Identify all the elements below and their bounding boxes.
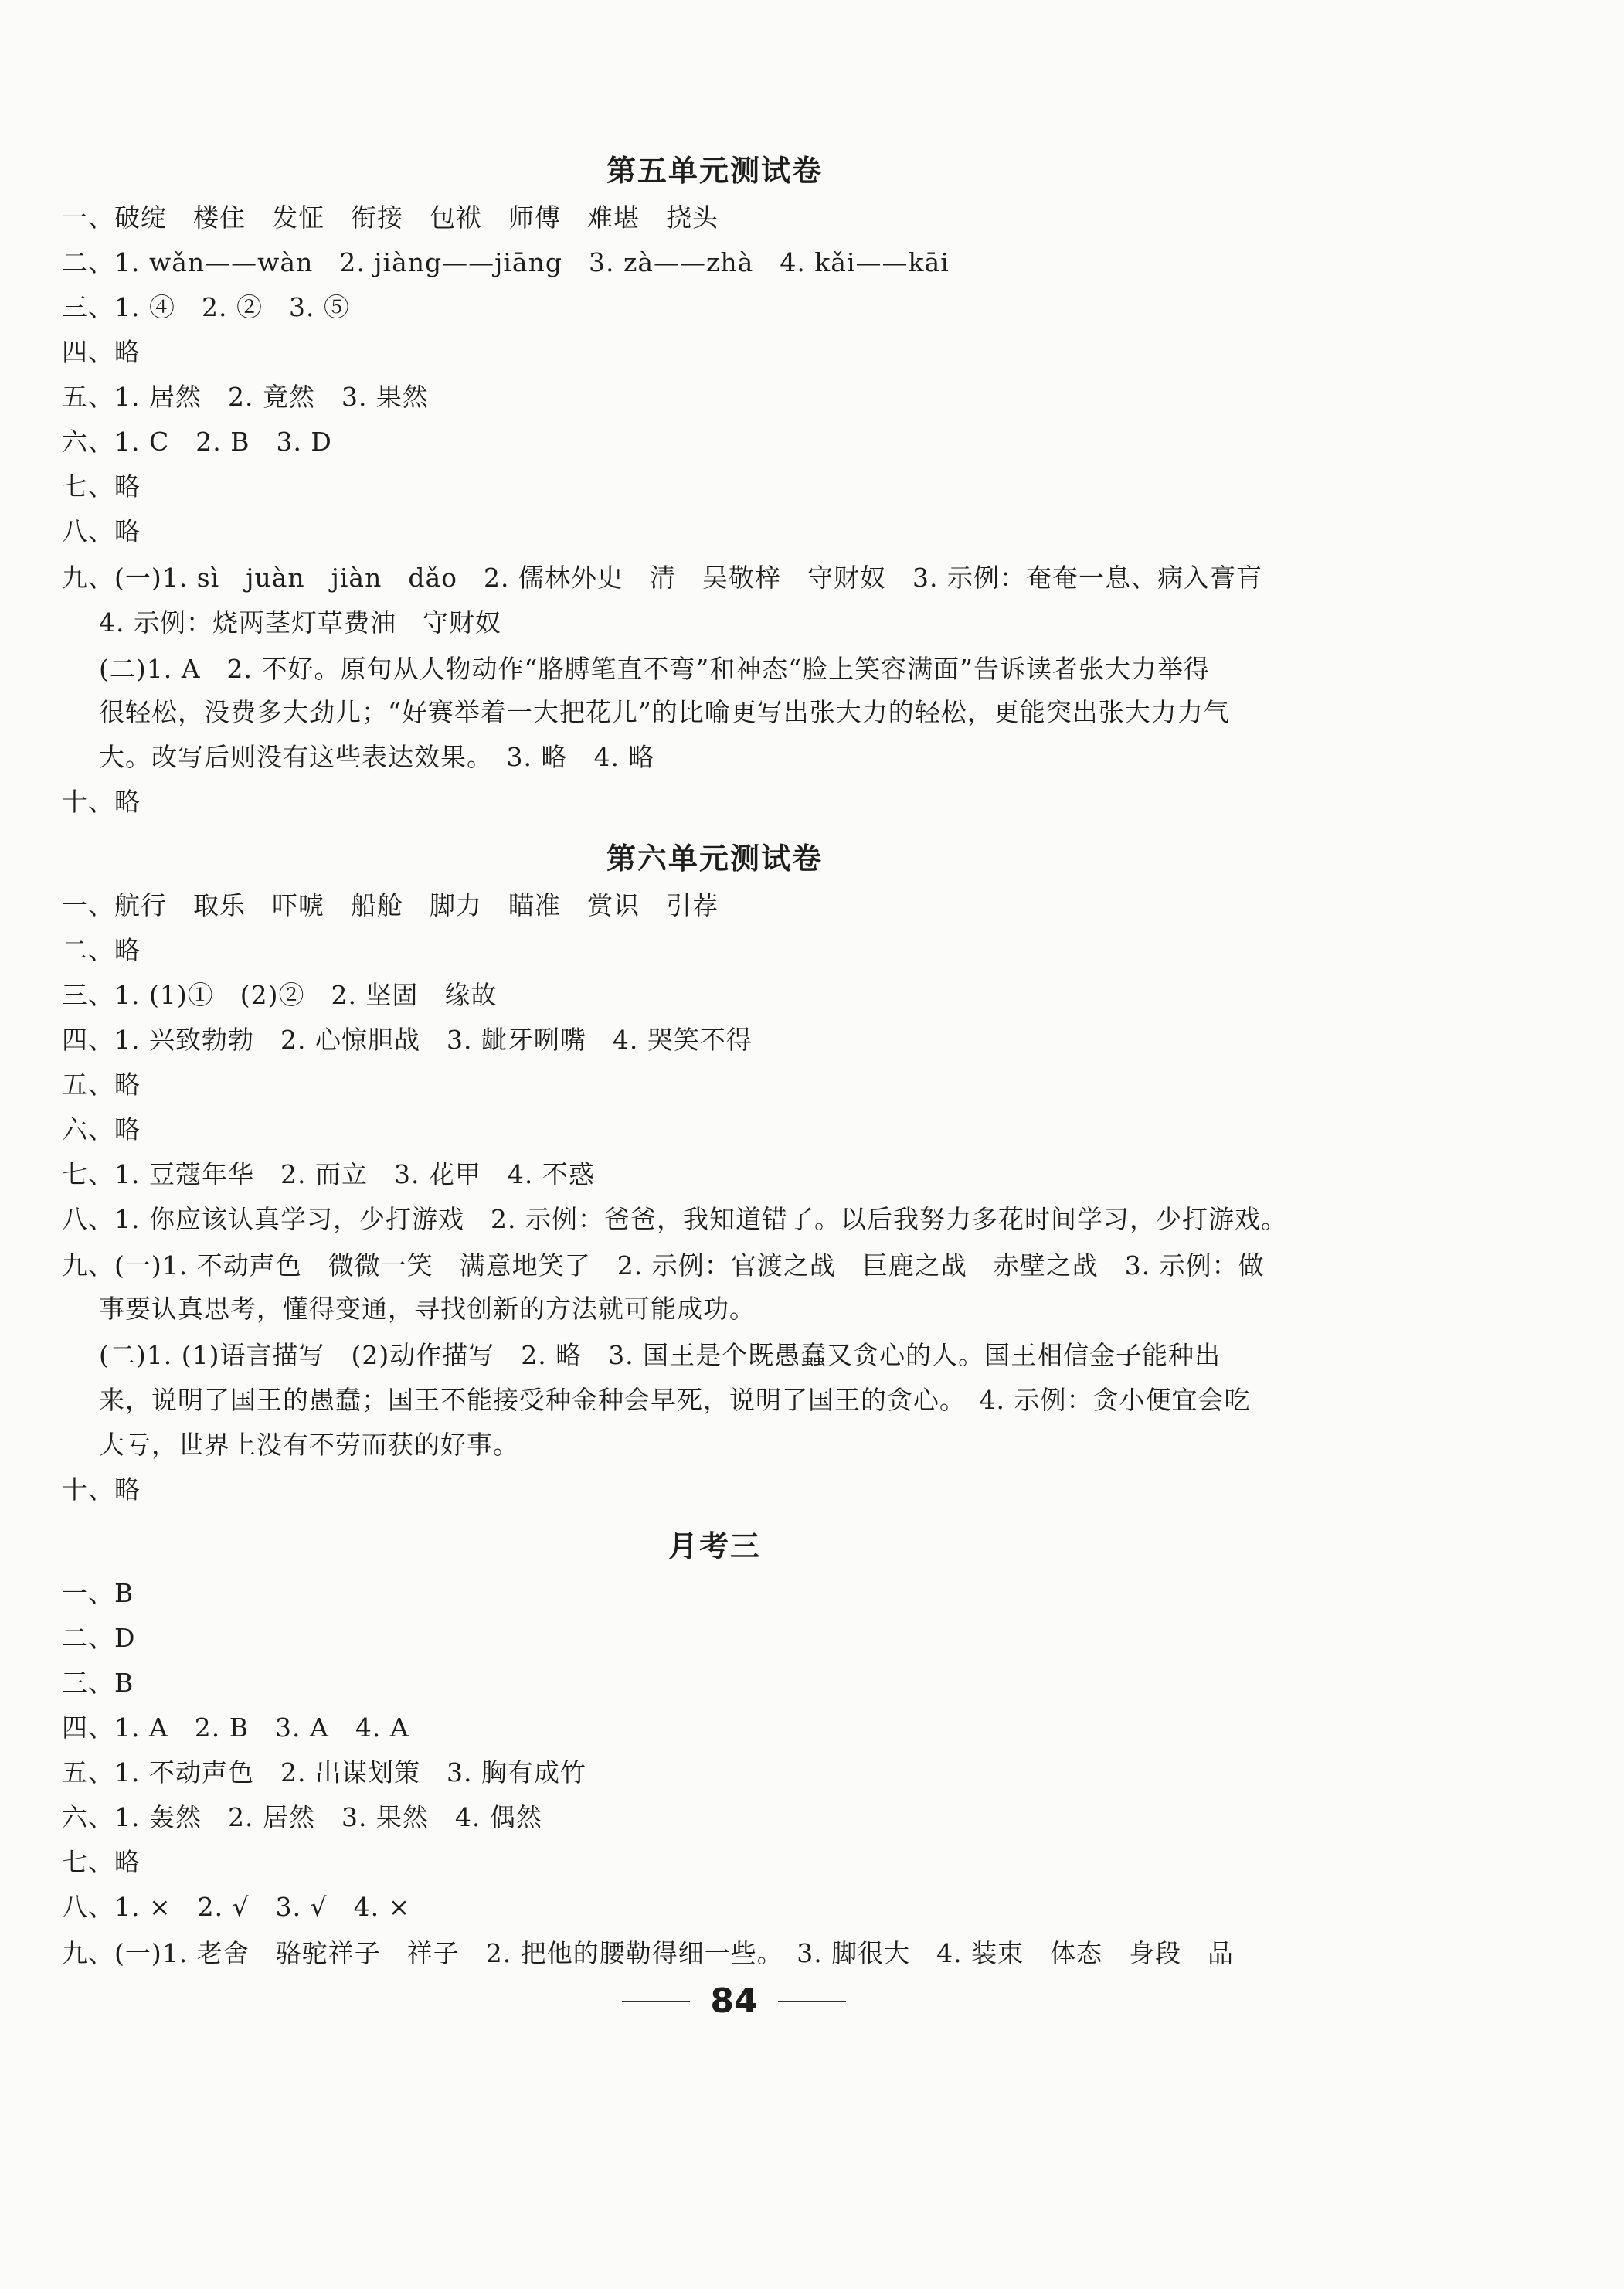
answer-line: 4. 示例：烧两茎灯草费油 守财奴 [99,607,501,638]
answer-line: 六、1. C 2. B 3. D [62,427,332,457]
answer-line: 九、(一)1. 不动声色 微微一笑 满意地笑了 2. 示例：官渡之战 巨鹿之战 赤壁之战 3. 示例：做 [62,1250,1265,1281]
answer-line: 四、1. A 2. B 3. A 4. A [62,1712,409,1743]
answer-line: 八、1. 你应该认真学习，少打游戏 2. 示例：爸爸，我知道错了。以后我努力多花时间学习，少打游戏。 [62,1204,1287,1234]
answer-line: 五、1. 不动声色 2. 出谋划策 3. 胸有成竹 [62,1757,586,1787]
answer-line: 八、略 [62,516,141,546]
page-number: 84 [710,1981,758,2021]
answer-line: 二、略 [62,935,141,965]
answer-line: 九、(一)1. sì juàn jiàn dǎo 2. 儒林外史 清 吴敬梓 守财奴 3. 示例：奄奄一息、病入膏肓 [62,563,1262,593]
answer-line: 来，说明了国王的愚蠢；国王不能接受种金种会早死，说明了国王的贪心。 4. 示例：贪小便宜会吃 [99,1385,1251,1415]
answer-line: 一、破绽 楼住 发怔 衔接 包袱 师傅 难堪 挠头 [62,202,719,233]
section-title-unit6: 第六单元测试卷 [606,842,823,876]
answer-line: 六、1. 轰然 2. 居然 3. 果然 4. 偶然 [62,1802,542,1832]
answer-line: 事要认真思考，懂得变通，寻找创新的方法就可能成功。 [99,1294,756,1324]
answer-line: 十、略 [62,787,141,817]
section-title-unit5: 第五单元测试卷 [606,154,823,188]
answer-line: 四、1. 兴致勃勃 2. 心惊胆战 3. 龇牙咧嘴 4. 哭笑不得 [62,1025,753,1055]
answer-line: 九、(一)1. 老舍 骆驼祥子 祥子 2. 把他的腰勒得细一些。 3. 脚很大 4. 装束 体态 身段 品 [62,1938,1235,1968]
answer-line: 五、1. 居然 2. 竟然 3. 果然 [62,382,429,412]
answer-line: (二)1. A 2. 不好。原句从人物动作“胳膊笔直不弯”和神态“脸上笑容满面”告诉读者张大力举得 [99,654,1211,684]
answer-line: 三、B [62,1668,134,1698]
answer-line: 三、1. (1)① (2)② 2. 坚固 缘故 [62,980,498,1010]
answer-line: 五、略 [62,1070,141,1100]
section-title-monthly3: 月考三 [668,1529,761,1563]
answer-line: 一、航行 取乐 吓唬 船舱 脚力 瞄准 赏识 引荐 [62,890,719,920]
answer-line: 十、略 [62,1474,141,1505]
answer-line: 二、1. wǎn——wàn 2. jiàng——jiāng 3. zà——zhà 4. kǎi——kāi [62,247,950,277]
answer-line: 七、略 [62,471,141,502]
answer-line: 八、1. × 2. √ 3. √ 4. × [62,1892,411,1922]
answer-line: 三、1. ④ 2. ② 3. ⑤ [62,292,350,322]
answer-line: 很轻松，没费多大劲儿；“好赛举着一大把花儿”的比喻更写出张大力的轻松，更能突出张大力力气 [99,697,1230,727]
footer-rule-right [778,2001,846,2002]
answer-line: 二、D [62,1623,136,1653]
page-footer [0,1981,1468,2021]
answer-line: 七、1. 豆蔻年华 2. 而立 3. 花甲 4. 不惑 [62,1159,595,1189]
answer-line: 四、略 [62,337,141,367]
answer-line: 大。改写后则没有这些表达效果。 3. 略 4. 略 [99,742,655,772]
answer-line: 七、略 [62,1847,141,1877]
answer-line: 六、略 [62,1114,141,1144]
answer-line: (二)1. (1)语言描写 (2)动作描写 2. 略 3. 国王是个既愚蠢又贪心的人。国王相信金子能种出 [99,1340,1221,1370]
footer-rule-left [622,2001,690,2002]
answer-line: 大亏，世界上没有不劳而获的好事。 [99,1430,519,1460]
answer-line: 一、B [62,1578,134,1608]
